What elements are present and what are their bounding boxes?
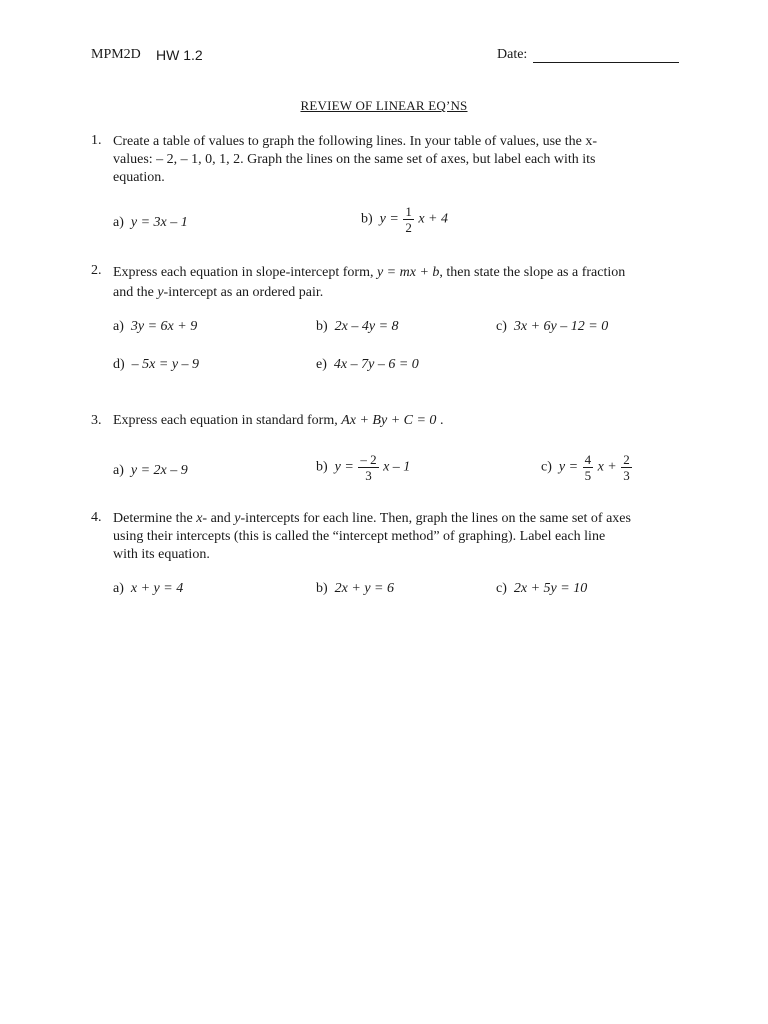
question-2-line-1 (113, 263, 703, 283)
q3-part-b (316, 453, 410, 482)
q3-part-b-numerator: – 2 (360, 452, 377, 467)
question-4-line-1b: - and (202, 511, 231, 526)
q2-part-a-equation: 3y = 6x + 9 (130, 319, 198, 334)
question-2-line-1a: Express each equation in slope-intercept form, (113, 265, 374, 280)
date-blank-line (533, 48, 679, 63)
q1-part-b-eq-suffix: x + 4 (418, 211, 449, 227)
q2-part-c-equation: 3x + 6y – 12 = 0 (513, 319, 609, 334)
question-3-number: 3. (91, 413, 102, 428)
q3-part-c-denominator-1: 5 (584, 468, 592, 483)
question-1-line-2: values: – 2, – 1, 0, 1, 2. Graph the lines on the same set of axes, but label each with its (113, 152, 596, 167)
q4-part-c-equation: 2x + 5y = 10 (513, 581, 588, 596)
q1-part-b-denominator: 2 (405, 220, 412, 235)
q1-part-b-label: b) (361, 211, 373, 227)
date-label: Date: (497, 47, 528, 62)
question-4-x-italic: x (196, 511, 203, 526)
q3-part-a-label: a) (113, 463, 124, 478)
q4-part-b-equation: 2x + y = 6 (334, 581, 394, 596)
q4-part-b-label: b) (316, 581, 328, 596)
q1-part-a (113, 215, 188, 231)
q1-part-b-eq-prefix: y = (379, 211, 399, 227)
q2-part-a (113, 319, 197, 335)
question-2-text (113, 263, 703, 303)
q2-part-c-label: c) (496, 319, 507, 334)
course-code (91, 47, 141, 63)
question-1-number: 1. (91, 133, 102, 148)
date-field (497, 47, 679, 63)
q2-part-b (316, 319, 399, 335)
q2-part-e (316, 357, 419, 373)
question-4-line-2: using their intercepts (this is called the “intercept method” of graphing). Label each line (113, 529, 606, 544)
question-1-line-1: Create a table of values to graph the following lines. In your table of values, use the x- (113, 134, 598, 149)
question-4-text (113, 510, 703, 564)
q2-part-c (496, 319, 608, 335)
q3-part-b-eq-prefix: y = (334, 459, 354, 475)
q1-part-a-equation: y = 3x – 1 (130, 215, 188, 230)
question-1-text (113, 133, 683, 187)
question-4-y-italic: y (234, 511, 241, 526)
hw-label (156, 47, 203, 63)
q1-part-b-fraction (403, 205, 414, 234)
question-4-line-1a: Determine the (113, 511, 193, 526)
q3-part-b-label: b) (316, 459, 328, 475)
q3-part-c-numerator-1: 4 (584, 452, 592, 467)
question-3-line-1b: . (439, 413, 444, 428)
question-4-line-1c: -intercepts for each line. Then, graph the lines on the same set of axes (240, 511, 631, 526)
q2-part-e-label: e) (316, 357, 327, 372)
question-2-line-2b: -intercept as an ordered pair. (163, 285, 324, 300)
q3-part-a (113, 463, 188, 479)
question-2-line-2a: and the (113, 285, 154, 300)
q3-part-b-fraction (358, 453, 378, 482)
question-2-y-italic: y (157, 285, 164, 300)
q3-part-b-denominator: 3 (365, 468, 372, 483)
q2-part-d-equation: – 5x = y – 9 (131, 357, 200, 372)
q2-part-d-label: d) (113, 357, 125, 372)
question-4-line-1 (113, 510, 703, 528)
q1-part-a-label: a) (113, 215, 124, 230)
q2-part-a-label: a) (113, 319, 124, 334)
q3-part-c-fraction-2 (621, 453, 632, 482)
q4-part-a (113, 581, 183, 597)
q3-part-b-eq-suffix: x – 1 (383, 459, 411, 475)
q2-part-b-equation: 2x – 4y = 8 (334, 319, 399, 334)
q4-part-c-label: c) (496, 581, 507, 596)
q3-part-c-eq-mid: x + (597, 459, 617, 475)
q1-part-b-numerator: 1 (405, 204, 412, 219)
q2-part-d (113, 357, 199, 373)
question-3-standard-form: Ax + By + C = 0 (341, 413, 437, 428)
q3-part-a-equation: y = 2x – 9 (130, 463, 188, 478)
q4-part-c (496, 581, 587, 597)
q4-part-b (316, 581, 394, 597)
question-2-slope-form: y = mx + b (376, 265, 440, 280)
question-3-line-1a: Express each equation in standard form, (113, 413, 338, 428)
q3-part-c-label: c) (541, 459, 552, 475)
q3-part-c-eq-prefix: y = (558, 459, 579, 475)
page-title (0, 98, 768, 114)
hw-label-text: HW 1.2 (156, 47, 203, 63)
question-3-text (113, 413, 443, 429)
q3-part-c-fraction-1 (583, 453, 594, 482)
question-2-line-2 (113, 283, 703, 303)
q2-part-b-label: b) (316, 319, 328, 334)
q2-part-e-equation: 4x – 7y – 6 = 0 (333, 357, 419, 372)
question-2-line-1b: , then state the slope as a fraction (439, 265, 626, 280)
q3-part-c-denominator-2: 3 (623, 468, 630, 483)
question-4-line-3: with its equation. (113, 547, 210, 562)
course-code-text: MPM2D (91, 47, 141, 62)
q1-part-b (361, 205, 448, 234)
question-4-number: 4. (91, 510, 102, 525)
question-2-number: 2. (91, 263, 102, 278)
q3-part-c (541, 453, 633, 482)
page-title-text: REVIEW OF LINEAR EQ’NS (300, 98, 468, 113)
q4-part-a-equation: x + y = 4 (130, 581, 184, 596)
question-1-line-3: equation. (113, 170, 165, 185)
q3-part-c-numerator-2: 2 (623, 452, 630, 467)
q4-part-a-label: a) (113, 581, 124, 596)
